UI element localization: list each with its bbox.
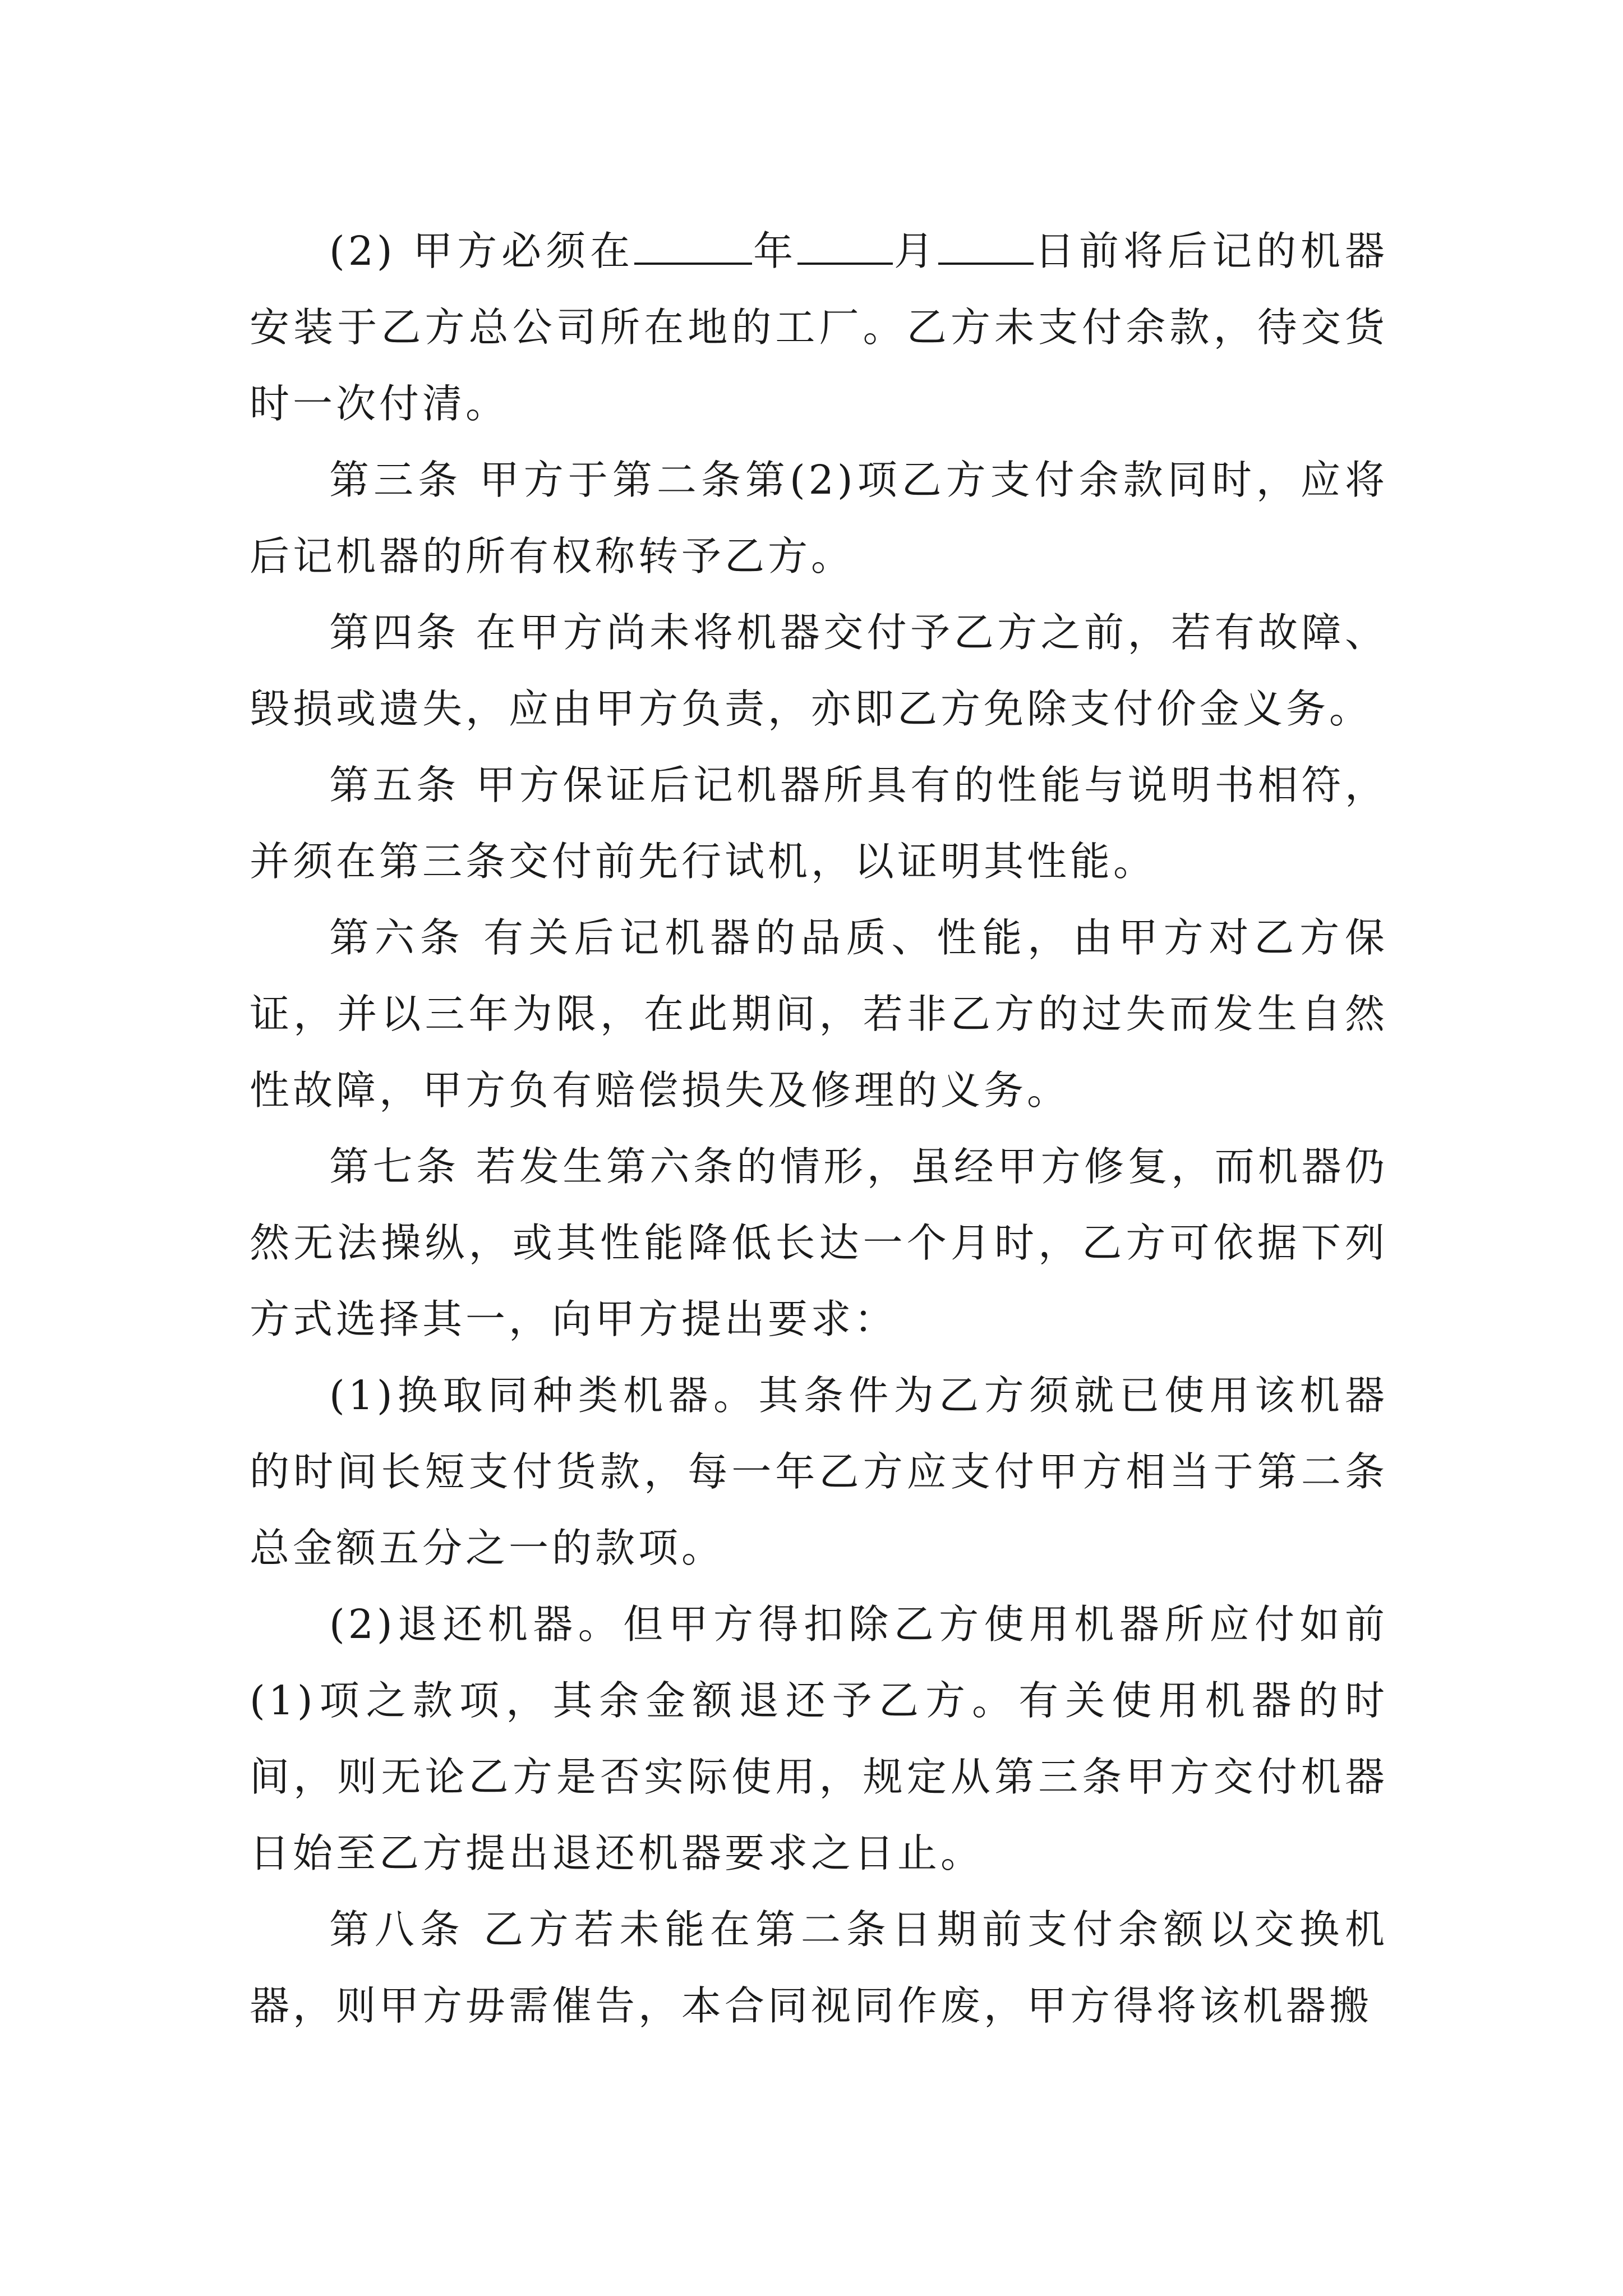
day-blank (938, 227, 1034, 265)
article-7-option-1: (1)换取同种类机器。其条件为乙方须就已使用该机器的时间长短支付货款，每一年乙方应支付甲方相当于第二条总金额五分之一的款项。 (250, 1372, 1388, 1571)
article-6: 第六条 有关后记机器的品质、性能，由甲方对乙方保证，并以三年为限，在此期间，若非乙方的过失而发生自然性故障，甲方负有赔偿损失及修理的义务。 (250, 914, 1388, 1114)
year-label: 年 (752, 228, 798, 274)
article-3: 第三条 甲方于第二条第(2)项乙方支付余款同时，应将后记机器的所有权称转予乙方。 (250, 457, 1388, 579)
article-7: 第七条 若发生第六条的情形，虽经甲方修复，而机器仍然无法操纵，或其性能降低长达一个月时，乙方可依据下列方式选择其一，向甲方提出要求： (250, 1143, 1388, 1342)
article-5: 第五条 甲方保证后记机器所具有的性能与说明书相符，并须在第三条交付前先行试机，以证明其性能。 (250, 762, 1388, 885)
month-blank (797, 227, 893, 265)
month-label: 月 (893, 228, 939, 274)
clause-2-item-2-suffix: 日前将后记的机器安装于乙方总公司所在地的工厂。乙方未支付余款，待交货时一次付清。 (250, 228, 1388, 427)
clause-2-item-2 (250, 213, 1388, 442)
article-4: 第四条 在甲方尚未将机器交付予乙方之前，若有故障、毁损或遗失，应由甲方负责，亦即乙方免除支付价金义务。 (250, 609, 1388, 732)
document-body (250, 213, 1388, 2044)
article-8: 第八条 乙方若未能在第二条日期前支付余额以交换机器，则甲方毋需催告，本合同视同作废，甲方得将该机器搬 (250, 1906, 1388, 2029)
year-blank (634, 227, 752, 265)
article-7-option-2: (2)退还机器。但甲方得扣除乙方使用机器所应付如前(1)项之款项，其余金额退还予乙方。有关使用机器的时间，则无论乙方是否实际使用，规定从第三条甲方交付机器日始至乙方提出退还机器要求之日止。 (250, 1601, 1388, 1876)
clause-2-item-2-prefix: (2) 甲方必须在 (329, 228, 635, 274)
